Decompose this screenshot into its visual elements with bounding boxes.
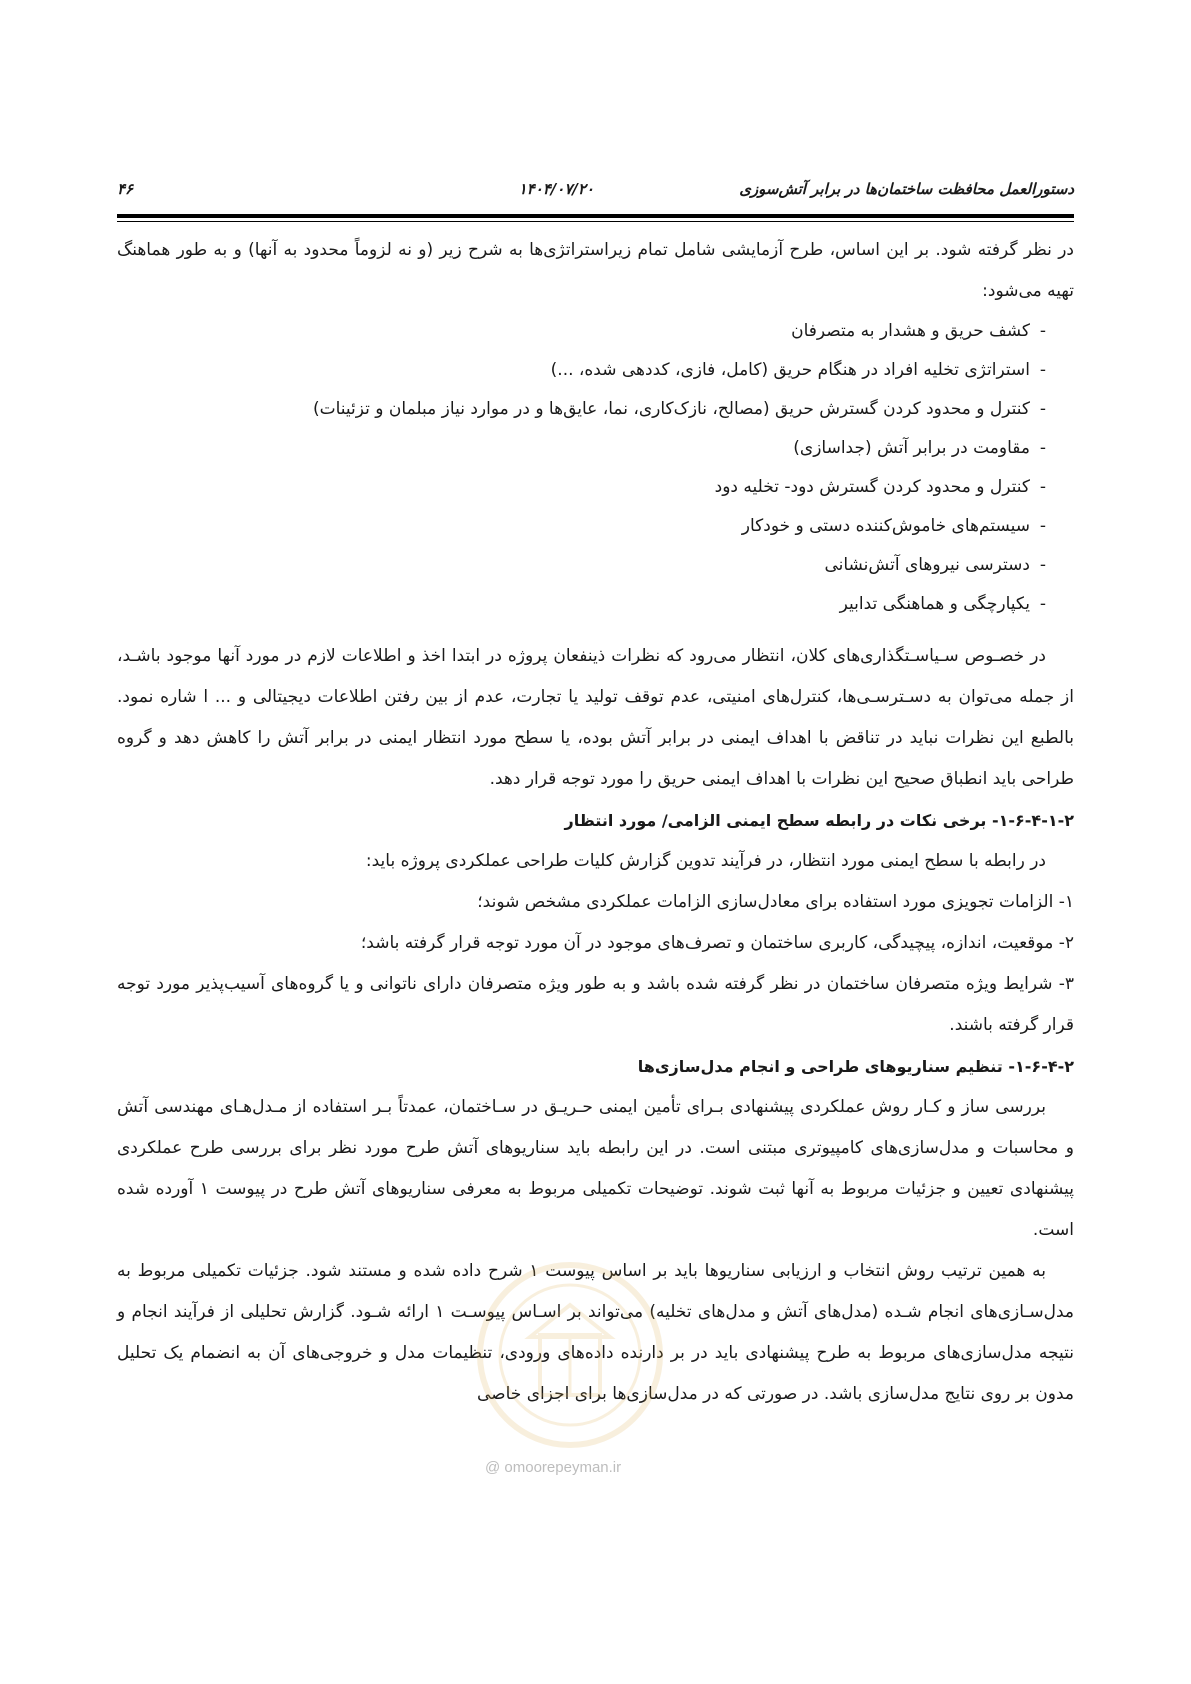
policy-paragraph: در خصـوص سـیاسـتگذاری‌های کلان، انتظار می‌رود که نظرات ذینفعان پروژه در ابتدا اخذ و اطلاعات لازم در مورد آنها موجود باشـد، از جمله می‌توان به دسـترسـی‌ها، کنترل‌های امنیتی، عدم توقف تولید یا تجارت، عدم از بین رفتن اطلاعات دیجیتالی و ... ا شاره نمود. بالطبع این نظرات نباید در تناقض با اهداف ایمنی در برابر آتش بوده، یا سطح مورد انتظار ایمنی در برابر آتش را کاهش دهد و گروه طراحی باید انطباق صحیح این نظرات با اهداف ایمنی حریق را مورد توجه قرار دهد. <box>117 646 1074 789</box>
document-page <box>117 170 1074 1415</box>
modeling-paragraph: به همین ترتیب روش انتخاب و ارزیابی سناریوها باید بر اساس پیوست ۱ شرح داده شده و مستند شود. جزئیات تکمیلی مربوط به مدل‌سـازی‌های انجام شـده (مدل‌های آتش و مدل‌های تخلیه) می‌تواند بر اسـاس پیوسـت ۱ ارائه شـود. گزارش تحلیلی از فرآیند انجام و نتیجه مدل‌سازی‌های مربوط به طرح پیشنهادی باید در بر دارنده داده‌های ورودی، تنظیمات مدل و خروجی‌های آن به انضمام یک تحلیل مدون بر روی نتایج مدل‌سازی باشد. در صورتی که در مدل‌سازی‌ها برای اجزای خاصی <box>117 1261 1074 1404</box>
scenarios-paragraph: بررسی ساز و کـار روش عملکردی پیشنهادی بـرای تأمین ایمنی حـریـق در سـاختمان، عمدتاً بـر استفاده از مـدل‌هـای مهندسی آتش و محاسبات و مدل‌سازی‌های کامپیوتری مبتنی است. در این رابطه باید سناریوهای آتش طرح مورد نظر برای بررسی طرح عملکردی پیشنهادی تعیین و جزئیات مربوط به آنها ثبت شوند. توضیحات تکمیلی مربوط به معرفی سناریوهای آتش طرح در پیوست ۱ آورده شده است. <box>117 1097 1074 1240</box>
spacer <box>117 624 1074 636</box>
list-item-text: دسترسی نیروهای آتش‌نشانی <box>824 555 1030 575</box>
list-item-text: سیستم‌های خاموش‌کننده دستی و خودکار <box>741 516 1030 536</box>
strategy-list <box>117 312 1074 624</box>
numbered-item: ۳- شرایط ویژه متصرفان ساختمان در نظر گرفته شده باشد و به طور ویژه متصرفان دارای ناتوانی و یا گروه‌های آسیب‌پذیر مورد توجه قرار گرفته باشند. <box>117 974 1074 1035</box>
list-item <box>117 429 1046 468</box>
bullet-dash: - <box>1039 516 1046 536</box>
list-item <box>117 312 1046 351</box>
list-item <box>117 390 1046 429</box>
bullet-dash: - <box>1039 321 1046 341</box>
list-item-text: استراتژی تخلیه افراد در هنگام حریق (کامل، فازی، کددهی شده، ...) <box>550 360 1030 380</box>
section-lead: در رابطه با سطح ایمنی مورد انتظار، در فرآیند تدوین گزارش کلیات طراحی عملکردی پروژه باید: <box>365 851 1046 871</box>
list-item-text: کشف حریق و هشدار به متصرفان <box>791 321 1030 341</box>
bullet-dash: - <box>1039 360 1046 380</box>
list-item-text: یکپارچگی و هماهنگی تدابیر <box>839 594 1030 614</box>
list-item <box>117 507 1046 546</box>
page-header <box>117 170 1074 214</box>
list-item <box>117 468 1046 507</box>
bullet-dash: - <box>1039 438 1046 458</box>
page-number: ۴۶ <box>117 180 134 198</box>
bullet-dash: - <box>1039 477 1046 497</box>
bullet-dash: - <box>1039 399 1046 419</box>
list-item <box>117 351 1046 390</box>
numbered-item: ۲- موقعیت، اندازه، پیچیدگی، کاربری ساختمان و تصرف‌های موجود در آن مورد توجه قرار گرفته باشد؛ <box>360 933 1074 953</box>
header-rule-thin <box>117 221 1074 222</box>
section-heading-scenarios: ۱-۶-۴-۲- تنظیم سناریوهای طراحی و انجام مدل‌سازی‌ها <box>637 1057 1074 1076</box>
numbered-item: ۱- الزامات تجویزی مورد استفاده برای معادل‌سازی الزامات عملکردی مشخص شوند؛ <box>477 892 1074 912</box>
document-title: دستورالعمل محافظت ساختمان‌ها در برابر آتش‌سوزی <box>739 180 1074 198</box>
bullet-dash: - <box>1039 594 1046 614</box>
document-date: ۱۴۰۴/۰۷/۲۰ <box>518 180 594 198</box>
list-item-text: کنترل و محدود کردن گسترش حریق (مصالح، نازک‌کاری، نما، عایق‌ها و در موارد نیاز مبلمان و تزئینات) <box>312 399 1030 419</box>
list-item-text: مقاومت در برابر آتش (جداسازی) <box>793 438 1030 458</box>
bullet-dash: - <box>1039 555 1046 575</box>
section-heading-safety-level: ۱-۶-۴-۱-۲- برخی نکات در رابطه سطح ایمنی الزامی/ مورد انتظار <box>564 811 1074 830</box>
intro-paragraph: در نظر گرفته شود. بر این اساس، طرح آزمایشی شامل تمام زیراستراتژی‌ها به شرح زیر (و نه لزوماً محدود به آنها) و به طور هماهنگ تهیه می‌شود: <box>117 240 1074 301</box>
watermark-site-text: omoorepeyman.ir <box>504 1459 622 1476</box>
list-item <box>117 585 1046 624</box>
page-content <box>117 230 1074 1415</box>
list-item <box>117 546 1046 585</box>
list-item-text: کنترل و محدود کردن گسترش دود- تخلیه دود <box>714 477 1030 497</box>
watermark-site: @ omoorepeyman.ir <box>485 1459 622 1476</box>
header-rule-thick <box>117 214 1074 218</box>
